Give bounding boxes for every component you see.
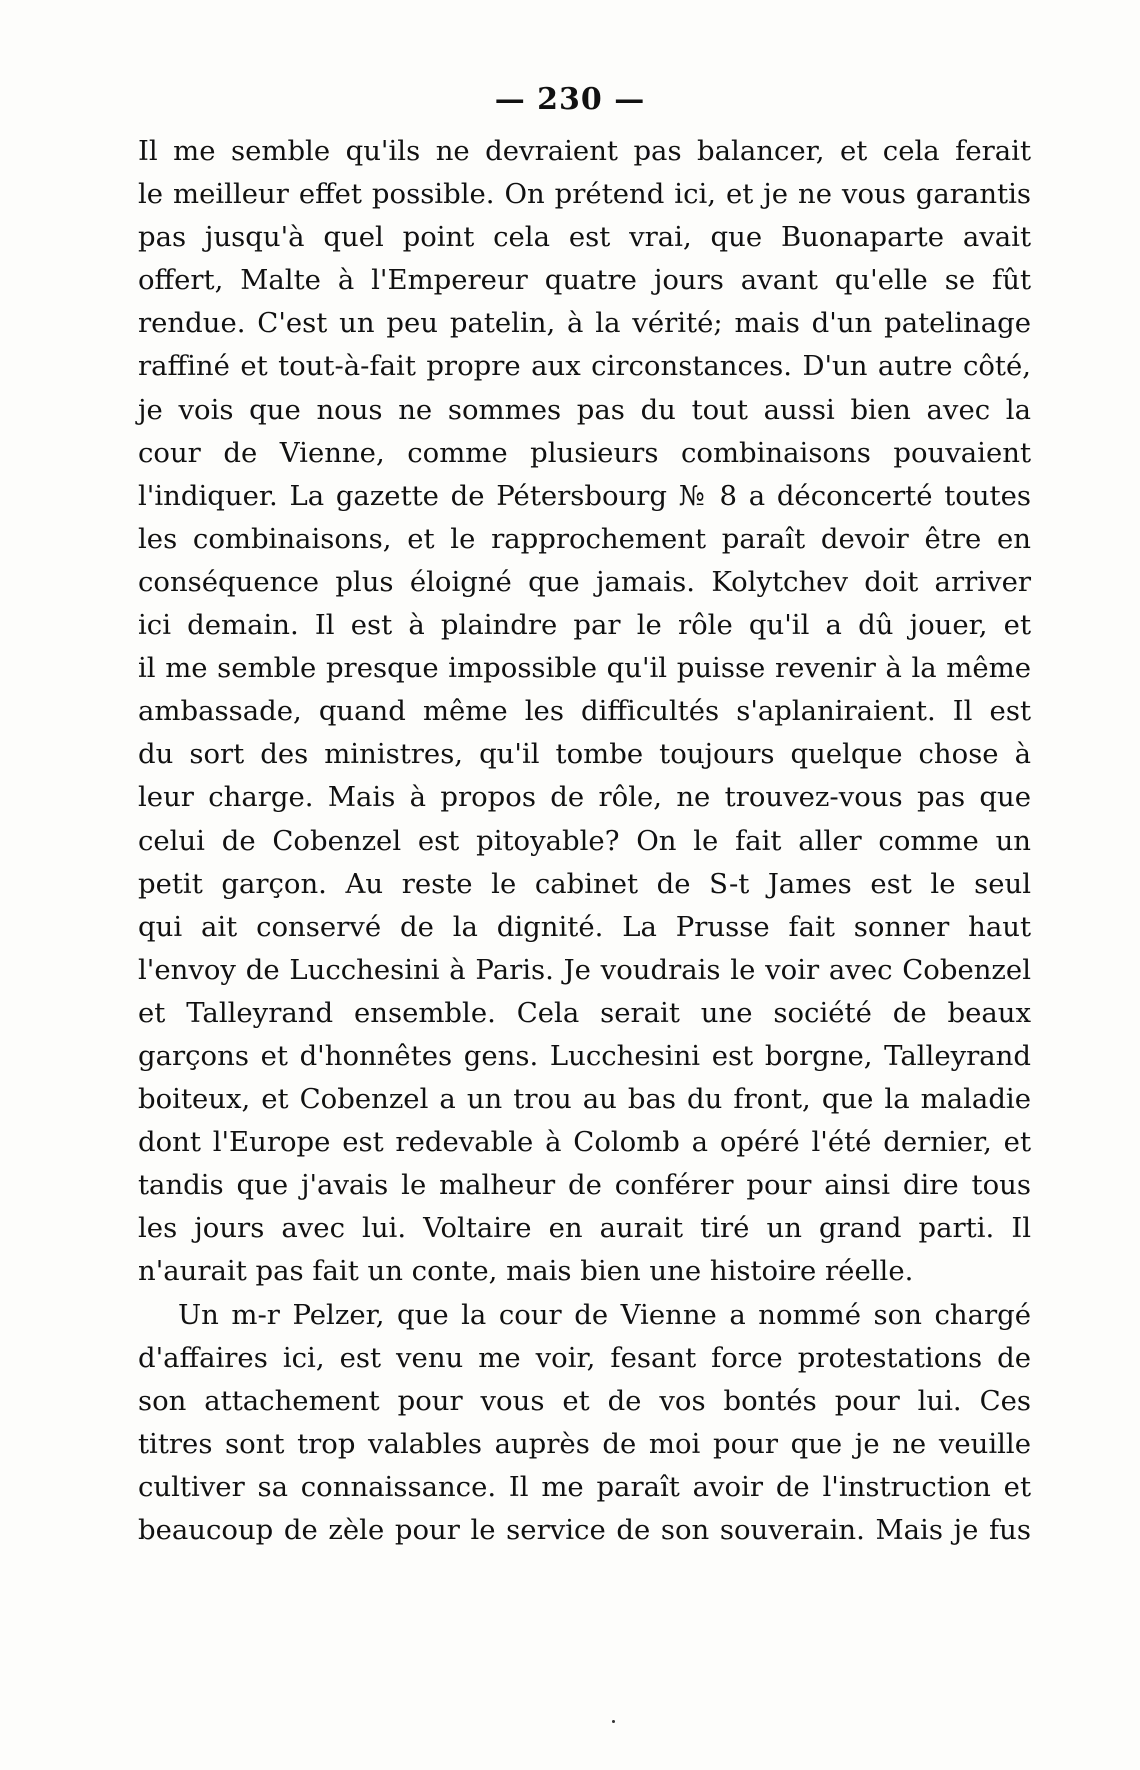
text-line: Un m-r Pelzer, que la cour de Vienne a nommé son chargé — [178, 1298, 1031, 1331]
text-line: ici demain. Il est à plaindre par le rôle qu'il a dû jouer, et — [138, 609, 1031, 642]
text-line: conséquence plus éloigné que jamais. Kolytchev doit arriver — [138, 565, 1031, 598]
text-line: tandis que j'avais le malheur de conférer pour ainsi dire tous — [138, 1169, 1031, 1202]
text-line: son attachement pour vous et de vos bontés pour lui. Ces — [138, 1384, 1031, 1417]
text-line: Il me semble qu'ils ne devraient pas balancer, et cela ferait — [138, 135, 1031, 167]
text-line: l'indiquer. La gazette de Pétersbourg № 8 a déconcerté toutes — [138, 479, 1031, 512]
page-number: — 230 — — [494, 82, 646, 117]
text-line: les jours avec lui. Voltaire en aurait tiré un grand parti. Il — [138, 1212, 1031, 1245]
text-line: les combinaisons, et le rapprochement paraît devoir être en — [138, 522, 1031, 555]
text-line: n'aurait pas fait un conte, mais bien une histoire réelle. — [138, 1255, 914, 1288]
text-line: le meilleur effet possible. On prétend ici, et je ne vous garantis — [138, 178, 1031, 211]
text-line: celui de Cobenzel est pitoyable? On le fait aller comme un — [138, 824, 1031, 857]
text-line: il me semble presque impossible qu'il puisse revenir à la même — [138, 652, 1031, 685]
text-line: titres sont trop valables auprès de moi pour que je ne veuille — [138, 1427, 1031, 1460]
text-line: leur charge. Mais à propos de rôle, ne trouvez-vous pas que — [138, 781, 1031, 814]
text-line: ambassade, quand même les difficultés s'aplaniraient. Il est — [138, 695, 1031, 728]
text-line: qui ait conservé de la dignité. La Prusse fait sonner haut — [138, 910, 1031, 943]
text-line: rendue. C'est un peu patelin, à la vérité; mais d'un patelinage — [138, 307, 1031, 340]
text-line: boiteux, et Cobenzel a un trou au bas du front, que la maladie — [138, 1083, 1031, 1116]
text-line: petit garçon. Au reste le cabinet de S-t James est le seul — [138, 867, 1031, 900]
text-line: l'envoy de Lucchesini à Paris. Je voudrais le voir avec Cobenzel — [138, 953, 1031, 986]
body-text — [138, 130, 1031, 1552]
text-line: d'affaires ici, est venu me voir, fesant force protestations de — [138, 1341, 1031, 1374]
text-line: cour de Vienne, comme plusieurs combinaisons pouvaient — [138, 436, 1031, 469]
ink-speck — [612, 1720, 615, 1723]
text-line: pas jusqu'à quel point cela est vrai, que Buonaparte avait — [138, 221, 1031, 254]
text-line: offert, Malte à l'Empereur quatre jours avant qu'elle se fût — [138, 264, 1031, 297]
text-line: beaucoup de zèle pour le service de son souverain. Mais je fus — [138, 1514, 1031, 1546]
text-line: et Talleyrand ensemble. Cela serait une société de beaux — [138, 996, 1031, 1029]
text-line: je vois que nous ne sommes pas du tout aussi bien avec la — [138, 393, 1031, 426]
text-line: raffiné et tout-à-fait propre aux circonstances. D'un autre côté, — [138, 350, 1031, 383]
text-line: garçons et d'honnêtes gens. Lucchesini est borgne, Talleyrand — [138, 1039, 1031, 1072]
text-line: dont l'Europe est redevable à Colomb a opéré l'été dernier, et — [138, 1126, 1031, 1159]
text-line: cultiver sa connaissance. Il me paraît avoir de l'instruction et — [138, 1470, 1031, 1503]
text-line: du sort des ministres, qu'il tombe toujours quelque chose à — [138, 738, 1031, 771]
